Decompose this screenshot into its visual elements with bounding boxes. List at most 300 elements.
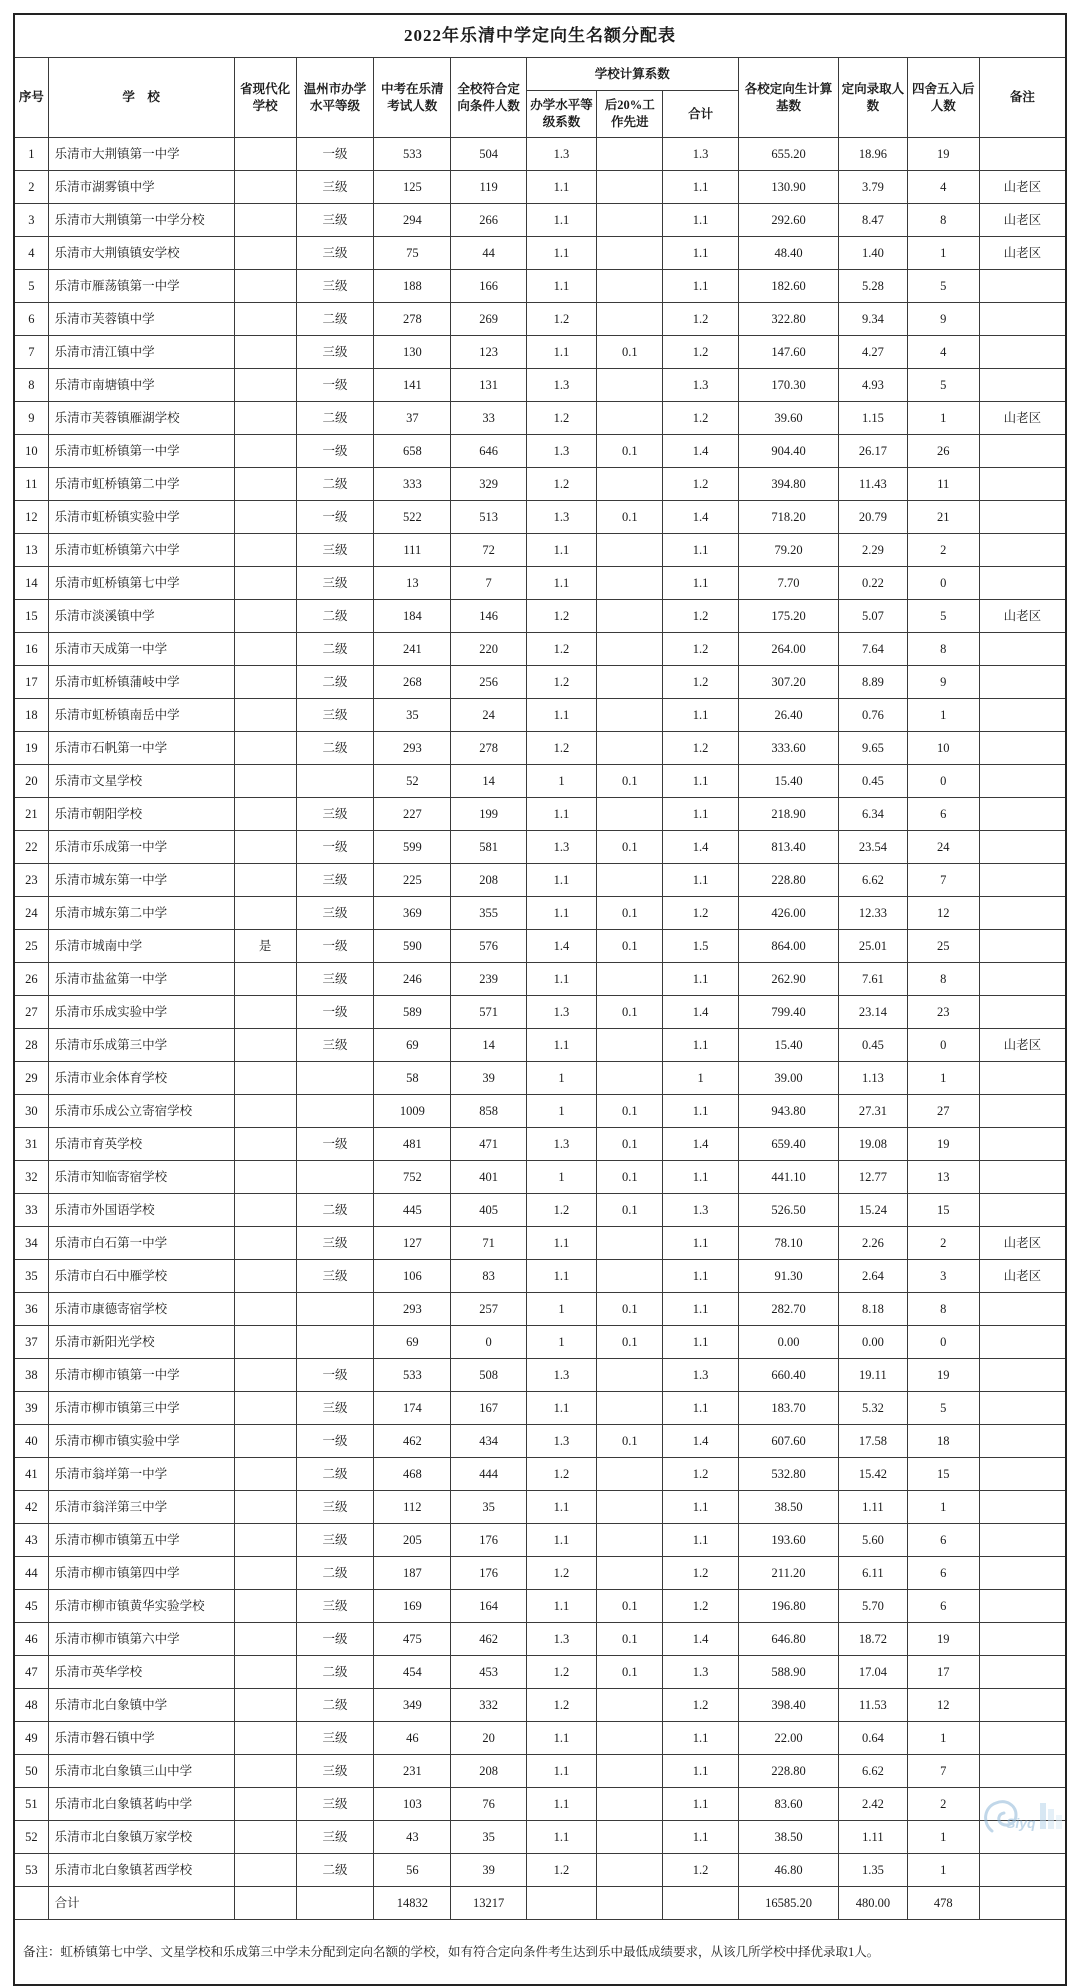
table-cell: 三级 [296, 864, 373, 897]
table-cell [234, 1821, 296, 1854]
table-cell: 1.3 [526, 369, 596, 402]
table-cell: 6 [907, 1524, 979, 1557]
table-cell [234, 1887, 296, 1920]
table-cell: 三级 [296, 1755, 373, 1788]
table-row [14, 1854, 1066, 1887]
table-cell: 1.1 [526, 897, 596, 930]
table-cell: 282.70 [738, 1293, 838, 1326]
table-cell: 227 [374, 798, 451, 831]
table-cell: 48 [14, 1689, 48, 1722]
table-cell: 1.2 [526, 666, 596, 699]
table-row [14, 798, 1066, 831]
table-cell: 174 [374, 1392, 451, 1425]
table-cell: 14 [451, 1029, 526, 1062]
allocation-table [13, 13, 1067, 1986]
table-row [14, 138, 1066, 171]
table-cell: 17 [14, 666, 48, 699]
table-cell: 18 [14, 699, 48, 732]
table-cell: 646 [451, 435, 526, 468]
table-cell: 8.89 [839, 666, 907, 699]
table-cell: 176 [451, 1557, 526, 1590]
table-cell: 799.40 [738, 996, 838, 1029]
table-cell: 9.34 [839, 303, 907, 336]
table-cell [979, 369, 1066, 402]
table-cell: 1 [907, 237, 979, 270]
table-cell: 103 [374, 1788, 451, 1821]
table-cell: 322.80 [738, 303, 838, 336]
table-cell [979, 1854, 1066, 1887]
table-cell [597, 1524, 663, 1557]
table-cell [979, 699, 1066, 732]
table-header [14, 14, 1066, 138]
table-cell [979, 732, 1066, 765]
table-cell: 475 [374, 1623, 451, 1656]
table-cell: 36 [14, 1293, 48, 1326]
table-cell: 1 [907, 1491, 979, 1524]
table-cell: 533 [374, 138, 451, 171]
table-cell [234, 1557, 296, 1590]
table-cell: 三级 [296, 798, 373, 831]
table-cell: 1.3 [663, 138, 738, 171]
table-cell: 0.1 [597, 1128, 663, 1161]
table-cell: 7.70 [738, 567, 838, 600]
col-header-base-count: 各校定向生计算基数 [738, 58, 838, 138]
table-cell: 8.18 [839, 1293, 907, 1326]
table-cell: 6.62 [839, 1755, 907, 1788]
table-cell [979, 1095, 1066, 1128]
table-cell: 0.1 [597, 930, 663, 963]
table-cell: 乐清市柳市镇实验中学 [48, 1425, 234, 1458]
table-row [14, 1689, 1066, 1722]
table-cell: 864.00 [738, 930, 838, 963]
table-cell: 0.64 [839, 1722, 907, 1755]
table-cell: 23.54 [839, 831, 907, 864]
table-cell: 11.53 [839, 1689, 907, 1722]
table-cell: 二级 [296, 1458, 373, 1491]
table-cell: 434 [451, 1425, 526, 1458]
table-cell: 481 [374, 1128, 451, 1161]
table-cell: 44 [14, 1557, 48, 1590]
table-cell [979, 963, 1066, 996]
table-cell: 9 [907, 666, 979, 699]
table-cell: 127 [374, 1227, 451, 1260]
table-cell: 205 [374, 1524, 451, 1557]
table-cell: 199 [451, 798, 526, 831]
table-cell: 50 [14, 1755, 48, 1788]
table-cell: 0.76 [839, 699, 907, 732]
table-cell [979, 1062, 1066, 1095]
table-cell: 12.77 [839, 1161, 907, 1194]
table-cell: 264.00 [738, 633, 838, 666]
table-row [14, 369, 1066, 402]
table-row [14, 402, 1066, 435]
table-cell [597, 402, 663, 435]
table-cell: 一级 [296, 501, 373, 534]
table-cell: 4.27 [839, 336, 907, 369]
table-cell: 39.00 [738, 1062, 838, 1095]
table-row [14, 567, 1066, 600]
table-cell: 乐清市柳市镇第一中学 [48, 1359, 234, 1392]
table-cell: 571 [451, 996, 526, 1029]
table-cell [296, 1062, 373, 1095]
table-cell: 1.1 [663, 699, 738, 732]
table-cell: 0.1 [597, 831, 663, 864]
table-row [14, 204, 1066, 237]
table-cell: 山老区 [979, 1227, 1066, 1260]
table-cell: 二级 [296, 1656, 373, 1689]
table-cell: 125 [374, 171, 451, 204]
table-cell: 1.1 [663, 1722, 738, 1755]
table-cell: 30 [14, 1095, 48, 1128]
table-cell: 三级 [296, 270, 373, 303]
table-cell: 1.1 [663, 1821, 738, 1854]
table-cell: 1.1 [526, 963, 596, 996]
table-cell: 三级 [296, 237, 373, 270]
table-cell: 5 [907, 369, 979, 402]
table-cell: 293 [374, 732, 451, 765]
table-cell: 187 [374, 1557, 451, 1590]
table-cell: 1.2 [663, 402, 738, 435]
table-row [14, 1293, 1066, 1326]
table-cell: 78.10 [738, 1227, 838, 1260]
table-cell: 1.3 [526, 1425, 596, 1458]
table-cell: 146 [451, 600, 526, 633]
table-cell: 乐清市北白象镇茗屿中学 [48, 1788, 234, 1821]
table-cell: 乐清市北白象镇中学 [48, 1689, 234, 1722]
table-row [14, 930, 1066, 963]
table-cell: 15 [907, 1194, 979, 1227]
table-cell: 0.00 [738, 1326, 838, 1359]
table-cell: 一级 [296, 369, 373, 402]
table-cell: 20.79 [839, 501, 907, 534]
table-cell: 1.3 [663, 1194, 738, 1227]
table-cell [234, 666, 296, 699]
table-cell [234, 534, 296, 567]
table-row [14, 1359, 1066, 1392]
table-cell: 3.79 [839, 171, 907, 204]
table-cell: 0.1 [597, 501, 663, 534]
table-cell: 45 [14, 1590, 48, 1623]
col-header-wenzhou-level: 温州市办学水平等级 [296, 58, 373, 138]
table-cell [979, 1557, 1066, 1590]
table-cell: 1 [907, 402, 979, 435]
table-cell [597, 204, 663, 237]
table-cell: 52 [14, 1821, 48, 1854]
table-cell: 246 [374, 963, 451, 996]
table-cell: 三级 [296, 1392, 373, 1425]
table-cell [234, 435, 296, 468]
table-cell: 1.1 [663, 567, 738, 600]
table-cell [234, 732, 296, 765]
table-cell [234, 204, 296, 237]
table-cell: 三级 [296, 699, 373, 732]
table-cell: 589 [374, 996, 451, 1029]
table-cell: 一级 [296, 138, 373, 171]
table-cell: 三级 [296, 897, 373, 930]
table-cell: 188 [374, 270, 451, 303]
table-cell: 130.90 [738, 171, 838, 204]
table-cell: 1.1 [526, 864, 596, 897]
table-cell: 山老区 [979, 1029, 1066, 1062]
table-cell [979, 1623, 1066, 1656]
col-header-coefficient-group: 学校计算系数 [526, 58, 738, 91]
table-cell: 83 [451, 1260, 526, 1293]
table-cell: 1.40 [839, 237, 907, 270]
table-cell [979, 996, 1066, 1029]
table-cell: 0.1 [597, 1194, 663, 1227]
table-cell: 三级 [296, 1227, 373, 1260]
table-cell: 1.1 [526, 1029, 596, 1062]
table-cell: 147.60 [738, 336, 838, 369]
table-cell: 269 [451, 303, 526, 336]
table-cell: 1.1 [526, 1260, 596, 1293]
table-row [14, 1425, 1066, 1458]
table-cell: 9 [14, 402, 48, 435]
table-cell [234, 501, 296, 534]
table-row [14, 534, 1066, 567]
table-cell: 1 [907, 1821, 979, 1854]
col-header-provincial-modern: 省现代化学校 [234, 58, 296, 138]
table-cell: 三级 [296, 1029, 373, 1062]
table-cell: 15.24 [839, 1194, 907, 1227]
table-cell: 658 [374, 435, 451, 468]
table-cell: 15 [907, 1458, 979, 1491]
table-row [14, 699, 1066, 732]
table-cell: 23 [14, 864, 48, 897]
watermark-text: Siyq [1006, 1815, 1036, 1831]
table-row [14, 1392, 1066, 1425]
table-cell: 468 [374, 1458, 451, 1491]
table-cell: 24 [451, 699, 526, 732]
table-cell: 乐清市大荆镇镇安学校 [48, 237, 234, 270]
table-cell [234, 699, 296, 732]
table-cell: 69 [374, 1029, 451, 1062]
table-cell [234, 633, 296, 666]
table-cell: 乐清市柳市镇第四中学 [48, 1557, 234, 1590]
table-cell: 42 [14, 1491, 48, 1524]
table-cell: 7.61 [839, 963, 907, 996]
table-cell: 119 [451, 171, 526, 204]
table-row [14, 1326, 1066, 1359]
table-cell: 0.1 [597, 765, 663, 798]
table-cell: 1.2 [526, 1194, 596, 1227]
table-cell: 588.90 [738, 1656, 838, 1689]
table-row [14, 1623, 1066, 1656]
table-cell: 1.3 [526, 138, 596, 171]
col-header-seq: 序号 [14, 58, 48, 138]
table-cell [597, 963, 663, 996]
table-cell: 乐清市翁垟第一中学 [48, 1458, 234, 1491]
table-cell: 1.2 [663, 666, 738, 699]
table-cell: 39 [451, 1854, 526, 1887]
table-cell [234, 1722, 296, 1755]
table-cell: 19.11 [839, 1359, 907, 1392]
table-cell: 乐清市城东第一中学 [48, 864, 234, 897]
table-cell [979, 765, 1066, 798]
table-cell: 11.43 [839, 468, 907, 501]
table-cell: 175.20 [738, 600, 838, 633]
table-cell: 294 [374, 204, 451, 237]
table-cell: 0.1 [597, 336, 663, 369]
table-cell: 1.4 [663, 996, 738, 1029]
table-cell: 1.1 [526, 1722, 596, 1755]
table-cell: 33 [451, 402, 526, 435]
table-cell: 17.04 [839, 1656, 907, 1689]
table-cell: 858 [451, 1095, 526, 1128]
table-cell: 乐清市盐盆第一中学 [48, 963, 234, 996]
table-cell: 646.80 [738, 1623, 838, 1656]
table-cell: 2.26 [839, 1227, 907, 1260]
table-cell: 1.1 [526, 699, 596, 732]
table-cell: 1 [526, 1293, 596, 1326]
table-cell: 1.1 [526, 1590, 596, 1623]
table-row [14, 666, 1066, 699]
table-cell: 35 [451, 1491, 526, 1524]
table-cell [597, 1227, 663, 1260]
table-cell [597, 1821, 663, 1854]
table-cell: 0.45 [839, 765, 907, 798]
table-cell [234, 1293, 296, 1326]
table-cell: 1.1 [663, 1260, 738, 1293]
table-cell: 乐清市磐石镇中学 [48, 1722, 234, 1755]
table-cell: 169 [374, 1590, 451, 1623]
table-cell: 2.64 [839, 1260, 907, 1293]
table-cell [234, 468, 296, 501]
table-cell: 乐清市白石中雁学校 [48, 1260, 234, 1293]
table-cell: 10 [14, 435, 48, 468]
table-cell: 5.70 [839, 1590, 907, 1623]
table-cell: 乐清市雁荡镇第一中学 [48, 270, 234, 303]
table-cell: 3 [907, 1260, 979, 1293]
table-cell: 1.3 [526, 501, 596, 534]
table-cell: 5.07 [839, 600, 907, 633]
table-cell: 1.3 [663, 369, 738, 402]
table-cell: 乐清市新阳光学校 [48, 1326, 234, 1359]
table-cell: 25 [14, 930, 48, 963]
table-cell: 1.2 [663, 1557, 738, 1590]
table-cell [979, 1326, 1066, 1359]
table-cell: 1.2 [526, 1458, 596, 1491]
table-row [14, 1524, 1066, 1557]
table-cell: 26 [907, 435, 979, 468]
table-cell: 293 [374, 1293, 451, 1326]
table-cell: 1.3 [663, 1359, 738, 1392]
table-cell [234, 1689, 296, 1722]
table-cell: 山老区 [979, 1260, 1066, 1293]
table-cell: 0.1 [597, 1590, 663, 1623]
table-cell: 35 [451, 1821, 526, 1854]
table-cell [597, 1755, 663, 1788]
table-cell [234, 1161, 296, 1194]
table-cell: 1 [907, 1854, 979, 1887]
table-cell: 15.42 [839, 1458, 907, 1491]
table-cell: 乐清市英华学校 [48, 1656, 234, 1689]
table-cell: 1.1 [526, 336, 596, 369]
table-cell: 1.2 [663, 303, 738, 336]
table-cell: 239 [451, 963, 526, 996]
table-cell: 39 [14, 1392, 48, 1425]
table-row [14, 171, 1066, 204]
table-cell: 乐清市育英学校 [48, 1128, 234, 1161]
table-cell: 1.2 [526, 1656, 596, 1689]
table-cell: 三级 [296, 1821, 373, 1854]
table-cell: 46 [374, 1722, 451, 1755]
table-cell: 1.1 [526, 171, 596, 204]
table-cell: 426.00 [738, 897, 838, 930]
table-row [14, 1194, 1066, 1227]
table-cell [979, 1590, 1066, 1623]
table-cell: 1.1 [526, 1788, 596, 1821]
table-cell: 19 [14, 732, 48, 765]
table-cell: 526.50 [738, 1194, 838, 1227]
table-cell [979, 633, 1066, 666]
table-cell [234, 1392, 296, 1425]
table-cell: 乐清市柳市镇第五中学 [48, 1524, 234, 1557]
table-cell: 一级 [296, 930, 373, 963]
table-cell [234, 1491, 296, 1524]
table-cell: 一级 [296, 1128, 373, 1161]
table-cell: 131 [451, 369, 526, 402]
table-cell: 40 [14, 1425, 48, 1458]
table-cell: 441.10 [738, 1161, 838, 1194]
table-cell [234, 1425, 296, 1458]
table-cell: 二级 [296, 600, 373, 633]
table-cell [979, 930, 1066, 963]
table-cell: 三级 [296, 171, 373, 204]
table-cell: 二级 [296, 1194, 373, 1227]
table-cell: 5.32 [839, 1392, 907, 1425]
table-cell: 19 [907, 1128, 979, 1161]
table-cell: 660.40 [738, 1359, 838, 1392]
col-header-eligible-count: 全校符合定向条件人数 [451, 58, 526, 138]
table-cell: 15.40 [738, 765, 838, 798]
table-cell: 904.40 [738, 435, 838, 468]
table-cell: 23.14 [839, 996, 907, 1029]
table-cell: 2.42 [839, 1788, 907, 1821]
table-cell: 1.2 [526, 1557, 596, 1590]
table-cell: 1.2 [663, 336, 738, 369]
table-cell: 7 [907, 1755, 979, 1788]
table-cell: 山老区 [979, 402, 1066, 435]
table-cell: 91.30 [738, 1260, 838, 1293]
table-cell: 乐清市乐成公立寄宿学校 [48, 1095, 234, 1128]
table-cell: 83.60 [738, 1788, 838, 1821]
table-cell [979, 1656, 1066, 1689]
table-cell: 533 [374, 1359, 451, 1392]
table-cell: 0.1 [597, 1623, 663, 1656]
table-cell: 1.4 [663, 1623, 738, 1656]
table-cell: 31 [14, 1128, 48, 1161]
table-row [14, 996, 1066, 1029]
table-cell [234, 1128, 296, 1161]
table-cell: 38.50 [738, 1491, 838, 1524]
table-cell: 1 [663, 1062, 738, 1095]
table-cell [234, 1260, 296, 1293]
table-cell: 34 [14, 1227, 48, 1260]
table-cell: 1.4 [663, 1128, 738, 1161]
table-cell: 山老区 [979, 600, 1066, 633]
table-cell: 6 [907, 1557, 979, 1590]
table-cell [234, 1590, 296, 1623]
page-title: 2022年乐清中学定向生名额分配表 [14, 14, 1066, 58]
table-cell: 三级 [296, 1788, 373, 1821]
table-cell: 278 [451, 732, 526, 765]
table-cell: 0.1 [597, 1293, 663, 1326]
table-cell: 32 [14, 1161, 48, 1194]
table-cell [597, 1689, 663, 1722]
table-cell: 是 [234, 930, 296, 963]
table-cell: 乐清市虹桥镇蒲岐中学 [48, 666, 234, 699]
